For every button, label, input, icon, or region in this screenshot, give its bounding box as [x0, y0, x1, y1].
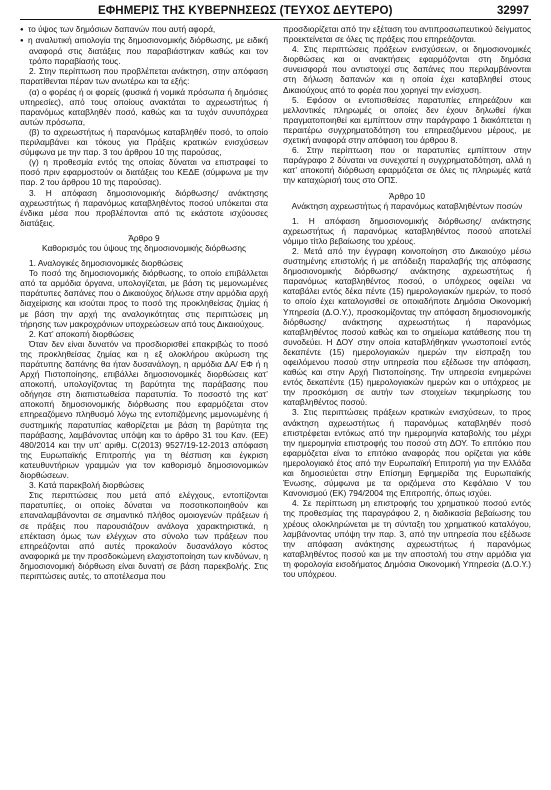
paragraph: 5. Εφόσον οι εντοπισθείσες παρατυπίες επηρεάζουν και μελλοντικές πληρωμές οι οποίες δεν έχουν δηλωθεί ή/και πραγματοποιηθεί και εμπίπτουν στην παράγραφο 1 διακόπτεται η περαιτέρω συγχρηματοδότηση του επηρεαζόμενου μέρους, με σχετική αναφορά στην απόφαση του άρθρου 8.	[283, 94, 531, 146]
bullet-text: η αναλυτική αιτιολογία της δημοσιονομικής διόρθωσης, με ειδική αναφορά στις διατάξεις που παραβιάστηκαν καθώς και τον τρόπο παραβίασής τους.	[28, 35, 268, 67]
paragraph: Στις περιπτώσεις που μετά από ελέγχους, εντοπίζονται παρατυπίες, οι οποίες δύναται να ποσοτικοποιηθούν και επαναλαμβάνονται σε σημαντικό πλήθος ομοιογενών πράξεων ή σε πράξεις που παρουσιάζουν ανάλογα χαρακτηριστικά, η επέκταση όμως των ελέγχων στο σύνολο των πράξεων που επηρεάζονται από αυτές προκαλούν δυσανάλογο κόστος αναφορικά με την προσδοκώμενη ελαχιστοποίηση των κινδύνων, η δημοσιονομική διόρθωση είναι δυνατή σε βάση παρεκβολής. Στις περιπτώσεις αυτές, το αποτέλεσμα που	[20, 490, 268, 581]
article-title: Ανάκτηση αχρεωστήτως ή παρανόμως καταβληθέντων ποσών	[291, 200, 523, 211]
paragraph: 1. Αναλογικές δημοσιονομικές διορθώσεις	[29, 258, 184, 269]
bullet-icon: ●	[20, 38, 24, 45]
paragraph: Το ποσό της δημοσιονομικής διόρθωσης, το οποίο επιβάλλεται από τα αρμόδια όργανα, υπολογίζεται, με βάση τις μεμονωμένες παράτυπες δαπάνες που ο Δικαιούχος δήλωσε στην αρμόδια αρχή διαχείρισης και ισούται προς το ποσό της προκληθείσας ζημίας ή με βάση την αρχή της αναλογικότητας στις περιπτώσεις μη τήρησης των μακροχρόνιων υποχρεώσεων από τους Δικαιούχους.	[20, 268, 268, 329]
paragraph: 3. Στις περιπτώσεις πράξεων κρατικών ενισχύσεων, το προς ανάκτηση αχρεωστήτως ή παρανόμως καταβληθέν ποσό επιστρέφεται εντόκως από την ημερομηνία καταβολής του μέχρι την ημερομηνία επιστροφής του ποσού στη ΔΟΥ. Το επιτόκιο που εφαρμόζεται είναι το επιτόκιο αναφοράς που ορίζεται για κάθε ημερολογιακό έτος από την Ευρωπαϊκή Επιτροπή για την Ελλάδα και δημοσιεύεται στην Επίσημη Εφημερίδα της Ευρωπαϊκής Ένωσης, σύμφωνα με τα οριζόμενα στο Κεφάλαιο V του Κανονισμού (ΕΚ) 794/2004 της Επιτροπής, όπως ισχύει.	[283, 407, 531, 499]
gazette-title: ΕΦΗΜΕΡΙΣ ΤΗΣ ΚΥΒΕΡΝΗΣΕΩΣ (ΤΕΥΧΟΣ ΔΕΥΤΕΡΟ)	[98, 5, 393, 17]
paragraph: προσδιορίζεται από την εξέταση του αντιπροσωπευτικού δείγματος προεκτείνεται σε όλες τις πράξεις που επηρεάζονται.	[283, 24, 531, 45]
article-title: Καθορισμός του ύψους της δημοσιονομικής διόρθωσης	[42, 242, 246, 253]
paragraph: 3. Η απόφαση δημοσιονομικής διόρθωσης/ ανάκτησης αχρεωστήτως ή παρανόμως καταβληθέντος ποσού υπόκειται στα ένδικα μέσα που προβλέπονται από τις εκάστοτε ισχύουσες διατάξεις.	[20, 187, 268, 228]
article-heading: Άρθρο 10	[389, 190, 425, 201]
paragraph: (β) το αχρεωστήτως ή παρανόμως καταβληθέν ποσό, το οποίο περιλαμβάνει και τόκους για Πράξεις κρατικών ενισχύσεων σύμφωνα με την παρ. 3 του άρθρου 10 της παρούσας,	[20, 126, 268, 158]
paragraph: 4. Στις περιπτώσεις πράξεων ενισχύσεων, οι δημοσιονομικές διορθώσεις και οι ανακτήσεις εφαρμόζονται στη δημόσια συνεισφορά που αντιστοιχεί στις δαπάνες που περιλαμβάνονται στη δήλωση δαπανών και η οποία έχει καταβληθεί στους Δικαιούχους από το φορέα που χορηγεί την ενίσχυση.	[283, 44, 531, 95]
page-header	[20, 0, 531, 20]
paragraph: 3. Κατά παρεκβολή διορθώσεις	[29, 480, 145, 491]
paragraph: Όταν δεν είναι δυνατόν να προσδιορισθεί επακριβώς το ποσό της προκληθείσας ζημίας και η εξ ολοκλήρου ακύρωση της παράτυπης δαπάνης θα ήταν δυσανάλογη, η αρμόδια ΔΑ/ ΕΦ ή η Αρχή Πιστοποίησης, επιβάλλει δημοσιονομικές διορθώσεις κατ’ αποκοπή, υπολογίζοντας τη βαρύτητα της παράβασης που οδήγησε στη διαπιστωθείσα παρατυπία. Το ποσοστό της κατ’ αποκοπή δημοσιονομικής διόρθωσης που εφαρμόζεται στον επηρεαζόμενο πληθυσμό λόγω της εντοπιζόμενης μεμονωμένης ή συστημικής παρατυπίας καθορίζεται με βάση τη βαρύτητα της παράβασης, λαμβάνοντας υπόψη και το άρθρο 31 του Καν. (ΕΕ) 480/2014 και την υπ’ αριθμ. C(2013) 9527/19-12-2013 απόφαση της Ευρωπαϊκής Επιτροπής για τη θέσπιση και έγκριση κατευθυντήριων γραμμών για τον καθορισμό δημοσιονομικών διορθώσεων.	[20, 338, 268, 481]
bullet-item	[20, 24, 268, 35]
paragraph: 6. Στην περίπτωση που οι παρατυπίες εμπίπτουν στην παράγραφο 2 δύναται να συνεχιστεί η συγχρηματοδότηση, αλλά η κατ’ αποκοπή διόρθωση εφαρμόζεται σε όλες τις πληρωμές κατά την καταχώρισή τους στο ΟΠΣ.	[283, 145, 531, 186]
paragraph: (α) ο φορέας ή οι φορείς (φυσικά ή νομικά πρόσωπα ή δημόσιες υπηρεσίες), από τους οποίους ανακτάται το αχρεωστήτως ή παρανόμως καταβληθέν ποσό, καθώς και τα τυχόν συνυπόχρεα αυτών πρόσωπα,	[20, 86, 268, 127]
paragraph: 2. Στην περίπτωση που προβλέπεται ανάκτηση, στην απόφαση παρατίθενται πέραν των ανωτέρω και τα εξής:	[20, 66, 268, 87]
article-heading: Άρθρο 9	[128, 232, 160, 243]
bullet-item	[20, 35, 268, 66]
paragraph: (γ) η προθεσμία εντός της οποίας δύναται να επιστραφεί το ποσό πριν εφαρμοστούν οι διατάξεις του ΚΕΔΕ (σύμφωνα με την παρ. 2 του άρθρου 10 της παρούσας).	[20, 157, 268, 188]
paragraph: 2. Μετά από την έγγραφη κοινοποίηση στο Δικαιούχο μέσω συστημένης επιστολής ή με απόδειξη παραλαβής της απόφασης δημοσιονομικής διόρθωσης/ ανάκτησης αχρεωστήτως ή παρανόμως καταβληθέντος ποσού, ο υπόχρεος οφείλει να καταβάλει εντός δέκα πέντε (15) ημερολογιακών ημερών, το ποσό το οποίο έχει καταλογισθεί σε οποιαδήποτε Δημόσια Οικονομική Υπηρεσία (Δ.Ο.Υ.), προσκομίζοντας την απόφαση δημοσιονομικής διόρθωσης/ ανάκτησης αχρεωστήτως ή παρανόμως καταβληθέντος ποσού καθώς και το σημείωμα κατάθεσης που τη συνοδεύει. Η ΔΟΥ στην οποία καταβλήθηκαν γνωστοποιεί εντός δεκαπέντε (15) ημερολογιακών ημερών την είσπραξη του οφειλόμενου ποσού στην υπηρεσία που εξέδωσε την απόφαση, καθώς και στην Αρχή Πιστοποίησης. Την υπηρεσία ενημερώνει εντός δεκαπέντε (15) ημερολογιακών ημερών και ο υπόχρεος με την προσκόμιση σε αυτήν των στοιχείων τεκμηρίωσης του καταβληθέντος ποσού.	[283, 245, 531, 408]
bullet-text: το ύψος των δημόσιων δαπανών που αυτή αφορά,	[28, 24, 216, 34]
bullet-icon: ●	[20, 27, 24, 33]
text-columns	[20, 24, 531, 581]
right-column	[283, 24, 531, 581]
paragraph: 4. Σε περίπτωση μη επιστροφής του χρηματικού ποσού εντός της προθεσμίας της παραγράφου 2, η διαδικασία βεβαίωσης του χρέους ολοκληρώνεται με τη σύνταξη του χρηματικού καταλόγου, λαμβάνοντας υπόψη την παρ. 3, από την υπηρεσία που εξέδωσε την απόφαση ανάκτησης αχρεωστήτως ή παρανόμως καταβληθέντος ποσού και με την αποστολή του στην αρμόδια για τη φορολογία εισοδήματος Δημόσια Οικονομική Υπηρεσία (Δ.Ο.Υ.) του υπόχρεου.	[283, 498, 531, 579]
paragraph: 1. Η απόφαση δημοσιονομικής διόρθωσης/ ανάκτησης αχρεωστήτως ή παρανόμως καταβληθέντος ποσού αποτελεί νόμιμο τίτλο βεβαίωσης του χρέους.	[283, 215, 531, 246]
left-column	[20, 24, 268, 581]
paragraph: 2. Κατ’ αποκοπή διορθώσεις	[29, 328, 134, 339]
page-number: 32997	[497, 5, 529, 17]
